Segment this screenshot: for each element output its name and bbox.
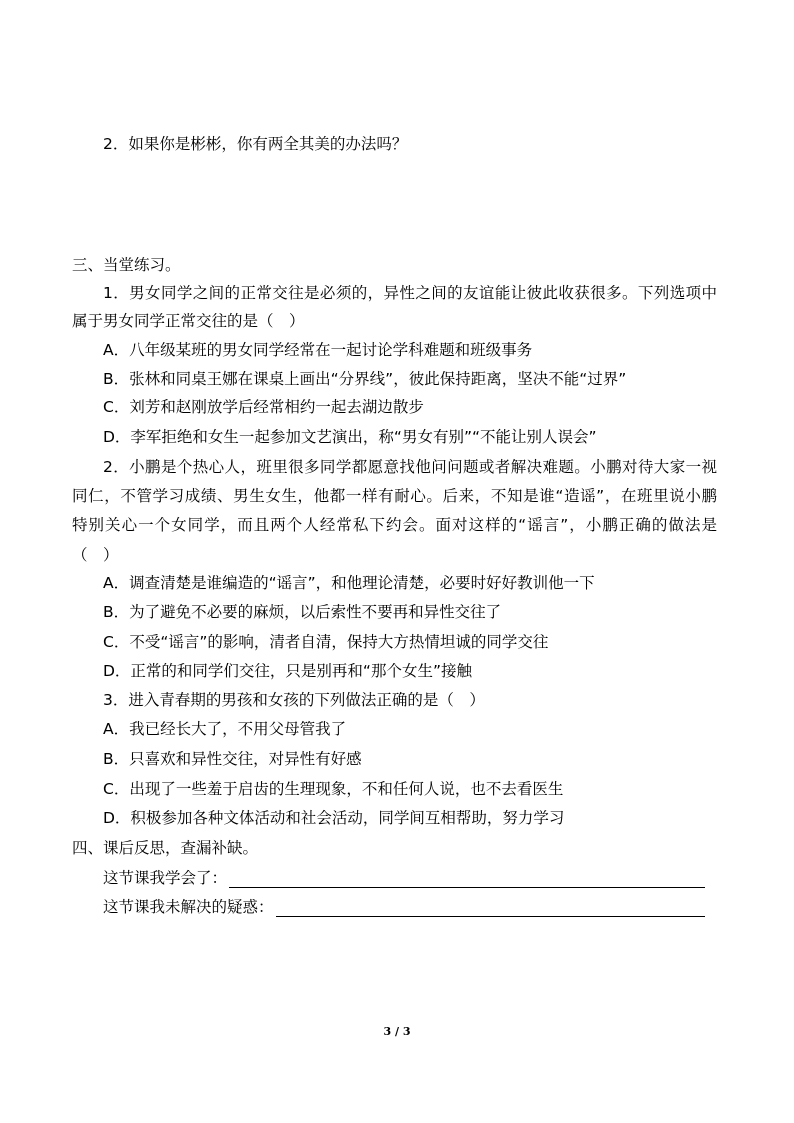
q2-stem-line-4: （ ） <box>72 546 119 564</box>
q1-option-d: D．李军拒绝和女生一起参加文艺演出，称“男女有别”“不能让别人误会” <box>103 428 597 446</box>
q1-stem-line-1: 1．男女同学之间的正常交往是必须的，异性之间的友谊能让彼此收获很多。下列选项中 <box>103 284 717 302</box>
q2-option-b: B．为了避免不必要的麻烦，以后索性不要再和异性交往了 <box>103 603 502 621</box>
q2-option-c: C．不受“谣言”的影响，清者自清，保持大方热情坦诚的同学交往 <box>103 633 549 651</box>
q3-option-d: D．积极参加各种文体活动和社会活动，同学间互相帮助，努力学习 <box>103 809 565 827</box>
q3-option-c: C．出现了一些羞于启齿的生理现象，不和任何人说，也不去看医生 <box>103 780 564 798</box>
unsolved-label: 这节课我未解决的疑惑： <box>103 898 274 916</box>
q1-option-b: B．张林和同桌王娜在课桌上画出“分界线”，彼此保持距离，坚决不能“过界” <box>103 370 627 388</box>
unsolved-answer-line[interactable] <box>276 896 705 917</box>
page-number: 3 / 3 <box>383 1025 411 1038</box>
q2-stem-line-1: 2．小鹏是个热心人，班里很多同学都愿意找他问问题或者解决难题。小鹏对待大家一视 <box>103 458 717 476</box>
learned-label: 这节课我学会了： <box>103 869 228 887</box>
section-4-heading: 四、课后反思，查漏补缺。 <box>72 839 259 857</box>
q2-stem-line-3: 特别关心一个女同学，而且两个人经常私下约会。面对这样的“谣言”，小鹏正确的做法是 <box>72 516 717 534</box>
q1-option-a: A．八年级某班的男女同学经常在一起讨论学科难题和班级事务 <box>103 341 533 359</box>
learned-row <box>103 867 705 888</box>
unsolved-row <box>103 896 705 917</box>
section-3-heading: 三、当堂练习。 <box>72 256 181 274</box>
q2-option-d: D．正常的和同学们交往，只是别再和“那个女生”接触 <box>103 662 472 680</box>
q3-stem: 3．进入青春期的男孩和女孩的下列做法正确的是（ ） <box>103 691 485 709</box>
learned-answer-line[interactable] <box>229 867 705 888</box>
q1-option-c: C．刘芳和赵刚放学后经常相约一起去湖边散步 <box>103 398 424 416</box>
q2-option-a: A．调查清楚是谁编造的“谣言”，和他理论清楚，必要时好好教训他一下 <box>103 574 595 592</box>
q3-option-b: B．只喜欢和异性交往，对异性有好感 <box>103 750 362 768</box>
q1-stem-line-2: 属于男女同学正常交往的是（ ） <box>72 312 305 330</box>
q2-stem-line-2: 同仁，不管学习成绩、男生女生，他都一样有耐心。后来，不知是谁“造谣”，在班里说小鹏 <box>72 487 717 505</box>
q3-option-a: A．我已经长大了，不用父母管我了 <box>103 720 347 738</box>
question-2-text: 2．如果你是彬彬，你有两全其美的办法吗？ <box>103 135 408 153</box>
